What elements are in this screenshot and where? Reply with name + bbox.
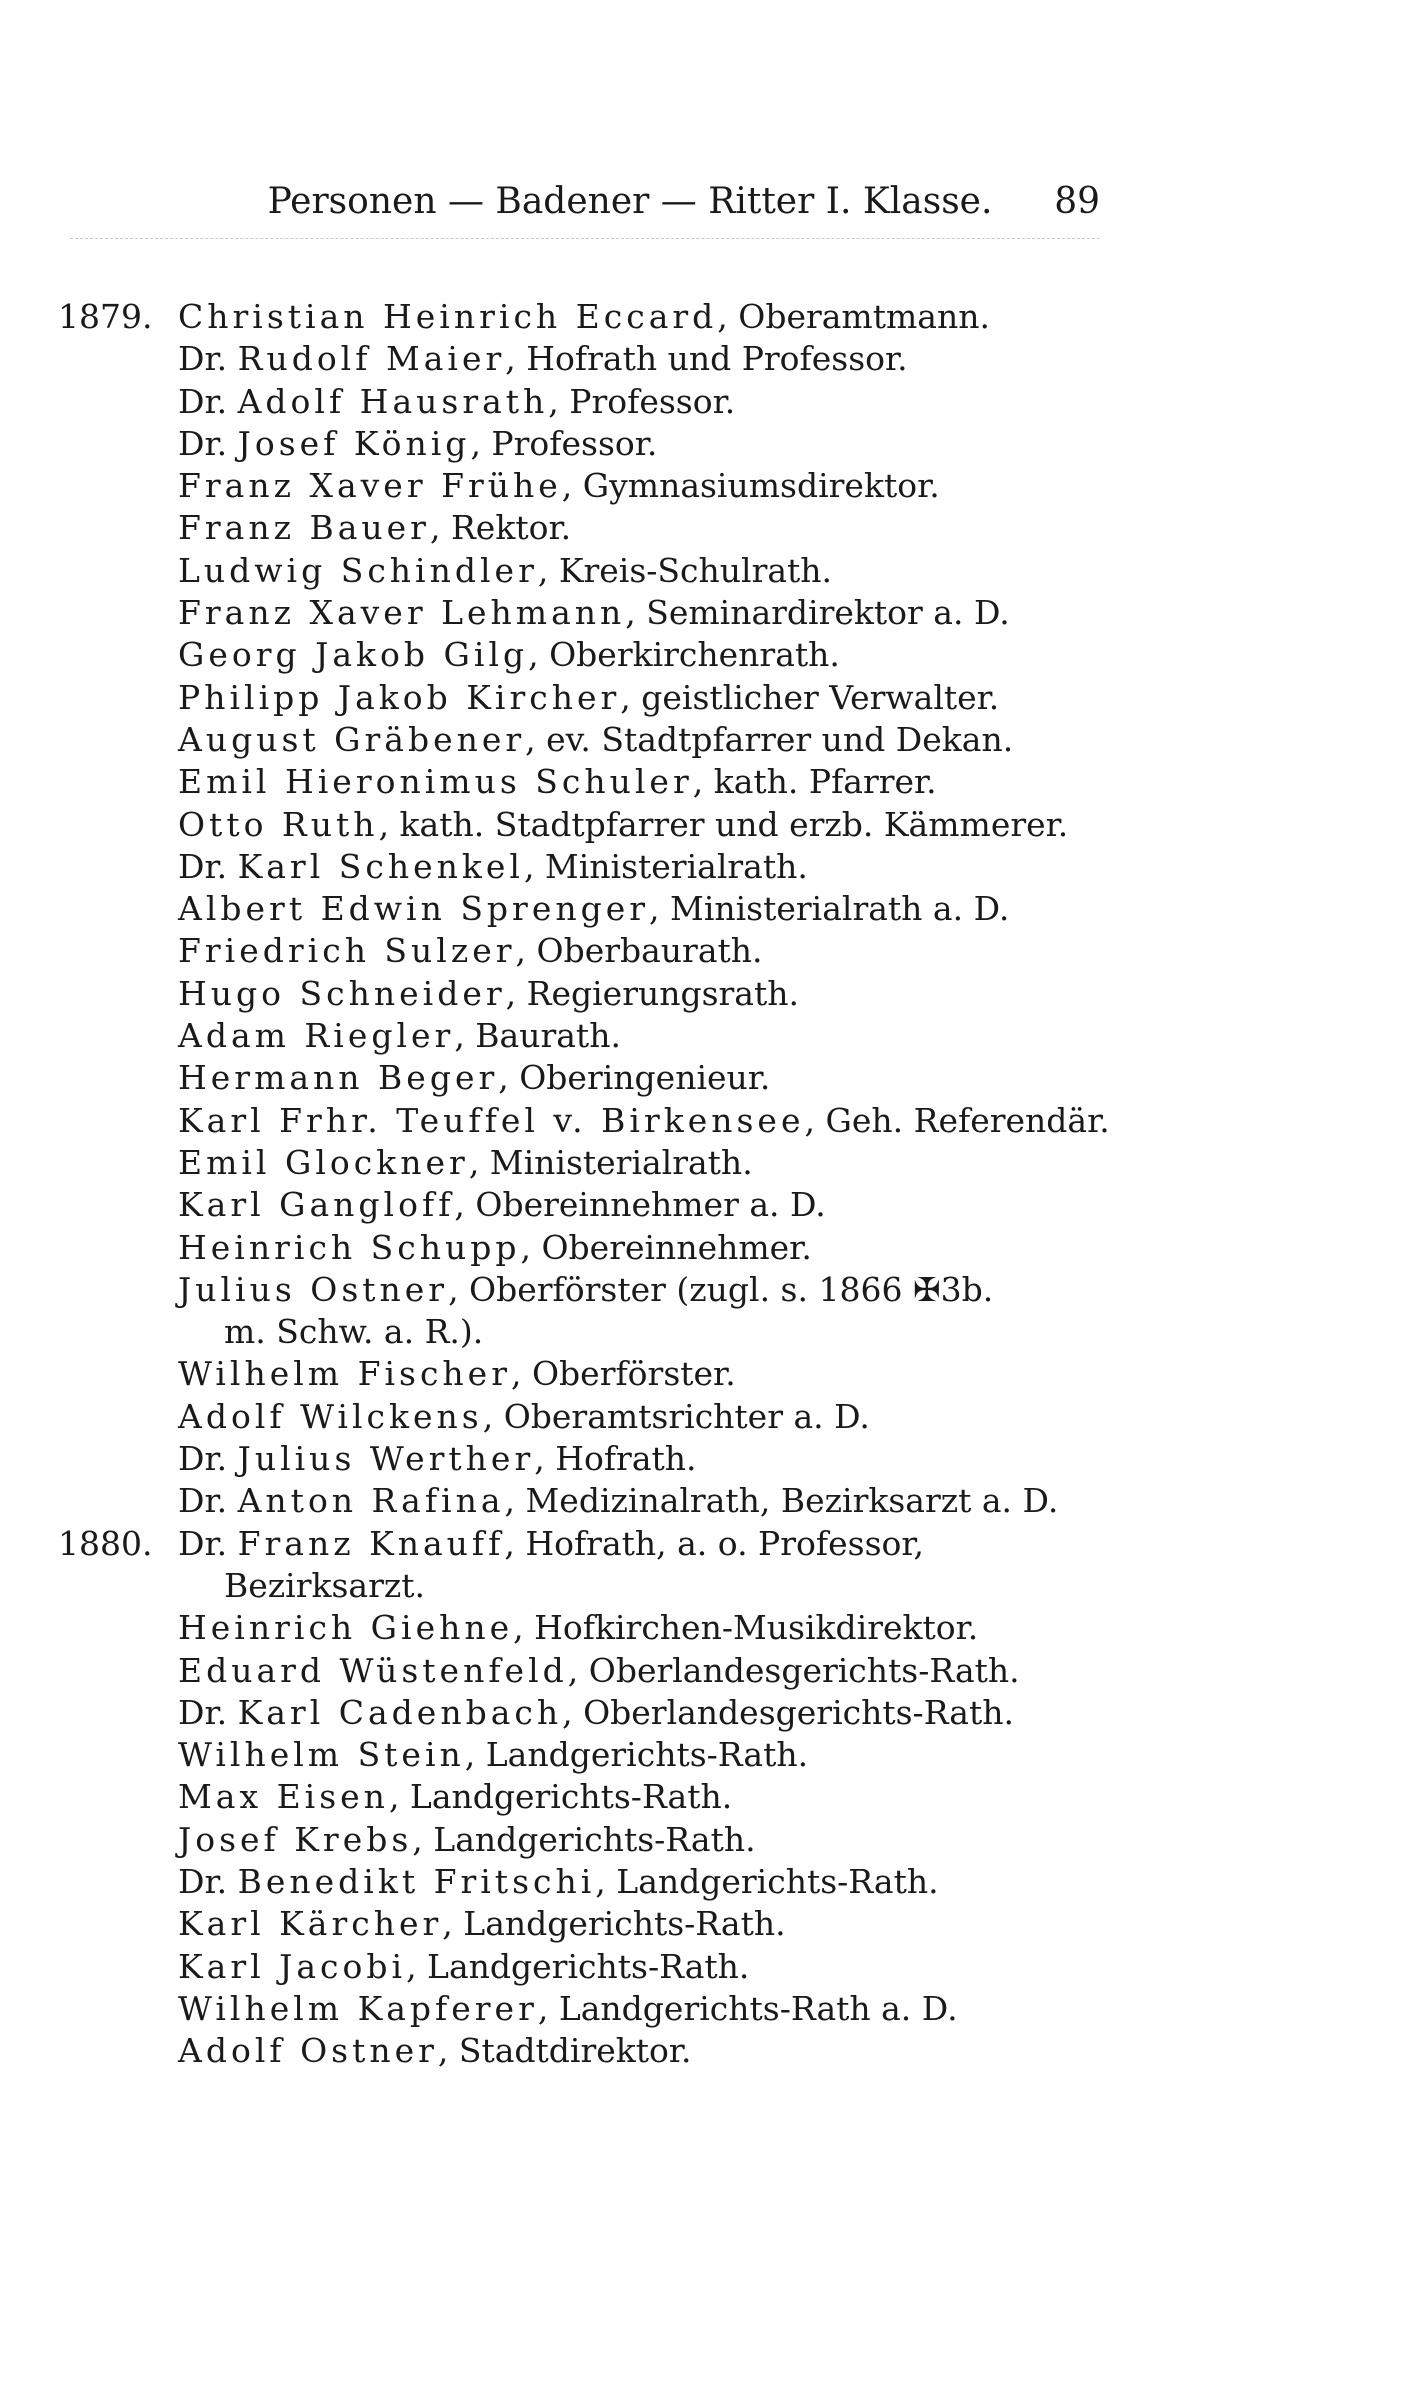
person-title: , Seminardirektor a. D. bbox=[625, 593, 1010, 633]
list-item bbox=[0, 719, 1420, 761]
person-title: , Oberförster. bbox=[511, 1354, 736, 1394]
list-item bbox=[0, 2030, 1420, 2072]
entry-line bbox=[178, 1057, 1118, 1099]
entry-line bbox=[178, 1227, 1118, 1269]
entry-title-prefix: Dr. bbox=[178, 1861, 238, 1901]
entry-title-prefix: Dr. bbox=[178, 381, 238, 421]
person-name: Karl Frhr. Teuffel v. Birkensee bbox=[178, 1100, 805, 1140]
person-title: , Baurath. bbox=[454, 1016, 621, 1056]
person-name: Franz Bauer bbox=[178, 508, 430, 548]
person-name: Josef König bbox=[237, 423, 471, 463]
entry-title-prefix: Dr. bbox=[178, 1692, 238, 1732]
entry-line bbox=[178, 1734, 1118, 1776]
person-name: Adolf Hausrath bbox=[237, 381, 549, 421]
list-item bbox=[0, 592, 1420, 634]
person-title: , Landgerichts-Rath. bbox=[412, 1819, 756, 1859]
entry-line bbox=[178, 1100, 1118, 1142]
person-name: Georg Jakob Gilg bbox=[178, 635, 529, 675]
person-title: , Oberingenieur. bbox=[498, 1058, 771, 1098]
person-name: Karl Jacobi bbox=[178, 1946, 407, 1986]
list-item bbox=[0, 465, 1420, 507]
person-title: , Ministerialrath. bbox=[468, 1142, 753, 1182]
list-item bbox=[0, 550, 1420, 592]
entry-line bbox=[178, 888, 1118, 930]
list-item bbox=[0, 1523, 1420, 1608]
person-name: Karl Schenkel bbox=[237, 846, 524, 886]
list-item bbox=[0, 1819, 1420, 1861]
entry-line bbox=[178, 550, 1118, 592]
entry-line bbox=[178, 296, 1118, 338]
list-item bbox=[0, 677, 1420, 719]
list-item bbox=[0, 1988, 1420, 2030]
person-name: August Gräbener bbox=[178, 719, 526, 759]
person-title: , Medizinalrath, Bezirksarzt a. D. bbox=[504, 1481, 1059, 1521]
entry-list bbox=[0, 296, 1420, 2072]
entry-line bbox=[178, 634, 1118, 676]
running-header: Personen — Badener — Ritter I. Klasse. bbox=[267, 181, 993, 222]
entry-line bbox=[178, 677, 1118, 719]
person-title: , Oberförster (zugl. s. 1866 ✠3b. bbox=[448, 1269, 994, 1309]
year-label: 1880. bbox=[58, 1523, 153, 1563]
list-item bbox=[0, 1396, 1420, 1438]
person-name: Karl Gangloff bbox=[178, 1185, 455, 1225]
person-title: , Landgerichts-Rath. bbox=[595, 1861, 939, 1901]
person-title: , Oberlandesgerichts-Rath. bbox=[562, 1692, 1014, 1732]
list-item bbox=[0, 1650, 1420, 1692]
entry-line bbox=[178, 2030, 1118, 2072]
entry-line bbox=[178, 1903, 1118, 1945]
person-title: , kath. Pfarrer. bbox=[692, 762, 937, 802]
person-title: , Hofrath, a. o. Professor, bbox=[504, 1523, 925, 1563]
person-name: Adolf Ostner bbox=[178, 2031, 438, 2071]
person-title: , Landgerichts-Rath. bbox=[406, 1946, 750, 1986]
entry-title-prefix: Dr. bbox=[178, 423, 238, 463]
list-item bbox=[0, 888, 1420, 930]
list-item bbox=[0, 1057, 1420, 1099]
list-item bbox=[0, 507, 1420, 549]
person-title: , Landgerichts-Rath. bbox=[388, 1777, 733, 1817]
person-name: Albert Edwin Sprenger bbox=[178, 889, 650, 929]
person-name: Adam Riegler bbox=[178, 1016, 455, 1056]
person-title: , Rektor. bbox=[429, 508, 572, 548]
entry-continuation: m. Schw. a. R.). bbox=[224, 1312, 484, 1352]
person-name: Hugo Schneider bbox=[178, 973, 506, 1013]
entry-title-prefix: Dr. bbox=[178, 1439, 238, 1479]
list-item bbox=[0, 1776, 1420, 1818]
person-title: , Professor. bbox=[548, 381, 736, 421]
person-title: , Landgerichts-Rath. bbox=[442, 1904, 786, 1944]
list-item bbox=[0, 1903, 1420, 1945]
entry-continuation: Bezirksarzt. bbox=[224, 1565, 426, 1605]
person-name: Franz Xaver Lehmann bbox=[178, 593, 626, 633]
entry-line bbox=[178, 1184, 1118, 1226]
person-name: Benedikt Fritschi bbox=[237, 1861, 596, 1901]
person-name: Philipp Jakob Kircher bbox=[178, 677, 621, 717]
entry-line bbox=[178, 1353, 1118, 1395]
list-item bbox=[0, 1946, 1420, 1988]
entry-line bbox=[178, 1988, 1118, 2030]
entry-line bbox=[178, 1269, 1118, 1354]
person-name: Franz Knauff bbox=[237, 1523, 505, 1563]
person-title: , Gymnasiumsdirektor. bbox=[561, 466, 940, 506]
person-title: , geistlicher Verwalter. bbox=[620, 677, 1000, 717]
entry-line bbox=[178, 930, 1118, 972]
person-name: Rudolf Maier bbox=[237, 339, 506, 379]
entry-title-prefix: Dr. bbox=[178, 1481, 238, 1521]
entry-line bbox=[178, 1861, 1118, 1903]
person-title: , Stadtdirektor. bbox=[437, 2031, 692, 2071]
entry-line bbox=[178, 1946, 1118, 1988]
entry-line bbox=[178, 1819, 1118, 1861]
person-title: , Landgerichts-Rath a. D. bbox=[537, 1988, 958, 2028]
person-name: Julius Werther bbox=[237, 1439, 535, 1479]
list-item bbox=[0, 423, 1420, 465]
entry-line bbox=[178, 1692, 1118, 1734]
list-item bbox=[0, 761, 1420, 803]
person-name: Max Eisen bbox=[178, 1777, 389, 1817]
entry-line bbox=[178, 1650, 1118, 1692]
person-name: Wilhelm Stein bbox=[178, 1735, 465, 1775]
person-name: Eduard Wüstenfeld bbox=[178, 1650, 568, 1690]
person-name: Ludwig Schindler bbox=[178, 550, 538, 590]
person-title: , Oberkirchenrath. bbox=[528, 635, 840, 675]
person-name: Julius Ostner bbox=[178, 1269, 449, 1309]
person-title: , Oberlandesgerichts-Rath. bbox=[567, 1650, 1020, 1690]
entry-title-prefix: Dr. bbox=[178, 339, 238, 379]
list-item bbox=[0, 1861, 1420, 1903]
list-item bbox=[0, 1692, 1420, 1734]
entry-line bbox=[178, 1480, 1118, 1522]
list-item bbox=[0, 1227, 1420, 1269]
list-item bbox=[0, 1353, 1420, 1395]
person-title: , Hofrath. bbox=[534, 1439, 697, 1479]
person-title: , Professor. bbox=[470, 423, 658, 463]
entry-line bbox=[178, 973, 1118, 1015]
list-item bbox=[0, 846, 1420, 888]
person-name: Emil Glockner bbox=[178, 1142, 469, 1182]
person-title: , Regierungsrath. bbox=[505, 973, 799, 1013]
list-item bbox=[0, 804, 1420, 846]
list-item bbox=[0, 338, 1420, 380]
person-name: Franz Xaver Frühe bbox=[178, 466, 562, 506]
entry-line bbox=[178, 465, 1118, 507]
person-title: , Obereinnehmer a. D. bbox=[454, 1185, 826, 1225]
entry-line bbox=[178, 507, 1118, 549]
person-title: , Geh. Referendär. bbox=[804, 1100, 1110, 1140]
list-item bbox=[0, 1607, 1420, 1649]
entry-line bbox=[178, 1523, 1118, 1608]
entry-line bbox=[178, 719, 1118, 761]
person-name: Emil Hieronimus Schuler bbox=[178, 762, 693, 802]
person-title: , Oberamtmann. bbox=[717, 297, 990, 336]
person-name: Adolf Wilckens bbox=[178, 1396, 483, 1436]
person-name: Anton Rafina bbox=[237, 1481, 505, 1521]
entry-line bbox=[178, 1142, 1118, 1184]
entry-line bbox=[178, 804, 1118, 846]
entry-line bbox=[178, 592, 1118, 634]
list-item bbox=[0, 381, 1420, 423]
entry-line bbox=[178, 761, 1118, 803]
list-item bbox=[0, 1438, 1420, 1480]
person-name: Otto Ruth bbox=[178, 804, 379, 844]
list-item bbox=[0, 1142, 1420, 1184]
list-item bbox=[0, 1015, 1420, 1057]
person-name: Heinrich Giehne bbox=[178, 1608, 514, 1648]
person-title: , ev. Stadtpfarrer und Dekan. bbox=[525, 719, 1014, 759]
entry-line bbox=[178, 1607, 1118, 1649]
person-title: , Hofrath und Professor. bbox=[505, 339, 908, 379]
person-name: Hermann Beger bbox=[178, 1058, 499, 1098]
person-title: , Ministerialrath a. D. bbox=[649, 889, 1010, 929]
year-label: 1879. bbox=[58, 297, 153, 336]
person-title: , Ministerialrath. bbox=[523, 846, 808, 886]
person-name: Wilhelm Kapferer bbox=[178, 1988, 538, 2028]
list-item bbox=[0, 634, 1420, 676]
person-name: Christian Heinrich Eccard bbox=[178, 297, 718, 336]
person-name: Friedrich Sulzer bbox=[178, 931, 516, 971]
list-item bbox=[0, 1269, 1420, 1354]
person-title: , Oberamtsrichter a. D. bbox=[482, 1396, 870, 1436]
list-item bbox=[0, 930, 1420, 972]
person-name: Josef Krebs bbox=[178, 1819, 413, 1859]
person-title: , Oberbaurath. bbox=[515, 931, 763, 971]
entry-line bbox=[178, 1015, 1118, 1057]
entry-line bbox=[178, 1396, 1118, 1438]
entry-line bbox=[178, 381, 1118, 423]
person-name: Heinrich Schupp bbox=[178, 1227, 521, 1267]
person-title: , Obereinnehmer. bbox=[520, 1227, 812, 1267]
entry-line bbox=[178, 338, 1118, 380]
entry-line bbox=[178, 1438, 1118, 1480]
person-title: , Kreis-Schulrath. bbox=[537, 550, 833, 590]
person-title: , kath. Stadtpfarrer und erzb. Kämmerer. bbox=[378, 804, 1069, 844]
list-item bbox=[0, 1184, 1420, 1226]
person-title: , Hofkirchen-Musikdirektor. bbox=[513, 1608, 979, 1648]
person-name: Wilhelm Fischer bbox=[178, 1354, 511, 1394]
header-rule bbox=[70, 238, 1100, 239]
entry-line bbox=[178, 1776, 1118, 1818]
person-name: Karl Kärcher bbox=[178, 1904, 443, 1944]
list-item bbox=[0, 1734, 1420, 1776]
person-name: Karl Cadenbach bbox=[237, 1692, 563, 1732]
entry-line bbox=[178, 846, 1118, 888]
list-item bbox=[0, 1100, 1420, 1142]
page-number: 89 bbox=[1054, 181, 1100, 222]
list-item bbox=[0, 1480, 1420, 1522]
list-item bbox=[0, 973, 1420, 1015]
entry-title-prefix: Dr. bbox=[178, 1523, 238, 1563]
person-title: , Landgerichts-Rath. bbox=[464, 1735, 809, 1775]
entry-line bbox=[178, 423, 1118, 465]
list-item bbox=[0, 296, 1420, 338]
entry-title-prefix: Dr. bbox=[178, 846, 238, 886]
